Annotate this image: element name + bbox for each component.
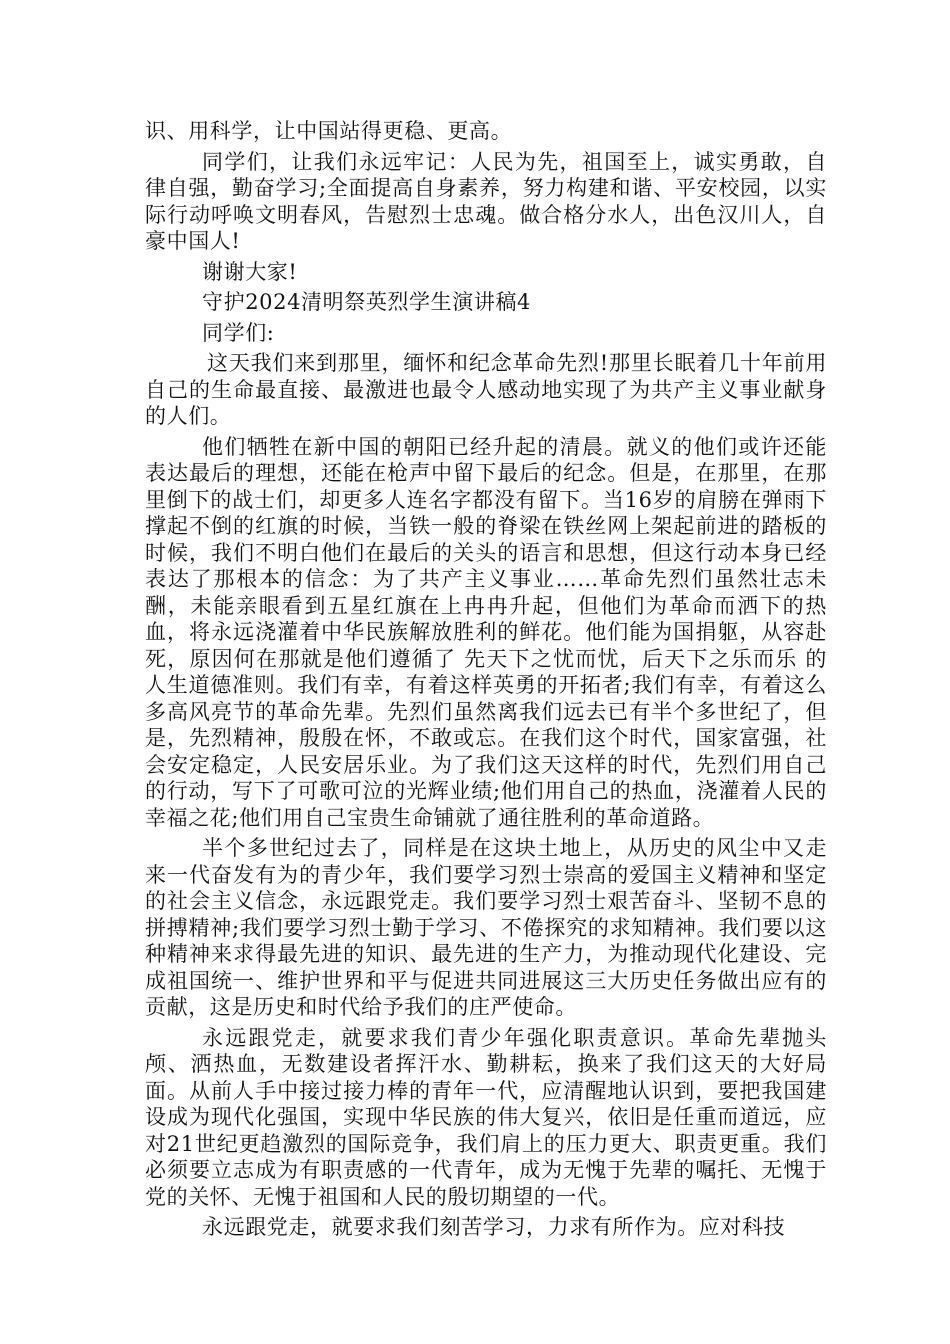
paragraph-new-generation: 半个多世纪过去了，同样是在这块土地上，从历史的风尘中又走来一代奋发有为的青少年，我们要学习烈士崇高的爱国主义精神和坚定的社会主义信念，永远跟党走。我们要学习烈士艰苦奋斗、坚韧不息的拼搏精神;我们要学习烈士勤于学习、不倦探究的求知精神。我们要以这种精神来求得最先进的知识、最先进的生产力，为推动现代化建设、完成祖国统一、维护世界和平与促进共同进展这三大历史任务做出应有的贡献，这是历史和时代给予我们的庄严使命。 — [145, 836, 827, 1019]
paragraph-continuation: 识、用科学，让中国站得更稳、更高。 — [145, 119, 513, 143]
paragraph-responsibility: 永远跟党走，就要求我们青少年强化职责意识。革命先辈抛头颅、洒热血，无数建设者挥汗水、勤耕耘，换来了我们这天的大好局面。从前人手中接过接力棒的青年一代，应清醒地认识到，要把我国建设成为现代化强国，实现中华民族的伟大复兴，依旧是任重而道远，应对21世纪更趋激烈的国际竞争，我们肩上的压力更大、职责更重。我们必须要立志成为有职责感的一代青年，成为无愧于先辈的嘱托、无愧于党的关怀、无愧于祖国和人民的殷切期望的一代。 — [145, 1025, 827, 1209]
paragraph-thanks: 谢谢大家! — [202, 259, 298, 284]
document-body — [145, 118, 827, 1245]
speech-salutation: 同学们: — [202, 320, 275, 345]
paragraph-exhortation: 同学们，让我们永远牢记：人民为先，祖国至上，诚实勇敢，自律自强，勤奋学习;全面提高自身素养，努力构建和谐、平安校园，以实际行动呼唤文明春风，告慰烈士忠魂。做合格分水人，出色汉川人，自豪中国人! — [145, 149, 827, 253]
paragraph-intro: 这天我们来到那里，缅怀和纪念革命先烈!那里长眠着几十年前用自己的生命最直接、最激进也最令人感动地实现了为共产主义事业献身的人们。 — [145, 351, 827, 428]
speech-title: 守护2024清明祭英烈学生演讲稿4 — [202, 290, 532, 314]
paragraph-martyrs: 他们牺牲在新中国的朝阳已经升起的清晨。就义的他们或许还能表达最后的理想，还能在枪声中留下最后的纪念。但是，在那里，在那里倒下的战士们，却更多人连名字都没有留下。当16岁的肩膀在弹雨下撑起不倒的红旗的时候，当铁一般的脊梁在铁丝网上架起前进的踏板的时候，我们不明白他们在最后的关头的语言和思想，但这行动本身已经表达了那根本的信念：为了共产主义事业……革命先烈们虽然壮志未酬，未能亲眼看到五星红旗在上冉冉升起，但他们为革命而洒下的热血，将永远浇灌着中华民族解放胜利的鲜花。他们能为国捐躯，从容赴死，原因何在那就是他们遵循了 先天下之忧而忧，后天下之乐而乐 的人生道德准则。我们有幸，有着这样英勇的开拓者;我们有幸，有着这么多高风亮节的革命先辈。先烈们虽然离我们远去已有半个多世纪了，但是，先烈精神，殷殷在怀，不敢或忘。在我们这个时代，国家富强，社会安定稳定，人民安居乐业。为了我们这天这样的时代，先烈们用自己的行动，写下了可歌可泣的光辉业绩;他们用自己的热血，浇灌着人民的幸福之花;他们用自己宝贵生命铺就了通往胜利的革命道路。 — [145, 434, 827, 830]
paragraph-study: 永远跟党走，就要求我们刻苦学习，力求有所作为。应对科技 — [202, 1215, 786, 1239]
